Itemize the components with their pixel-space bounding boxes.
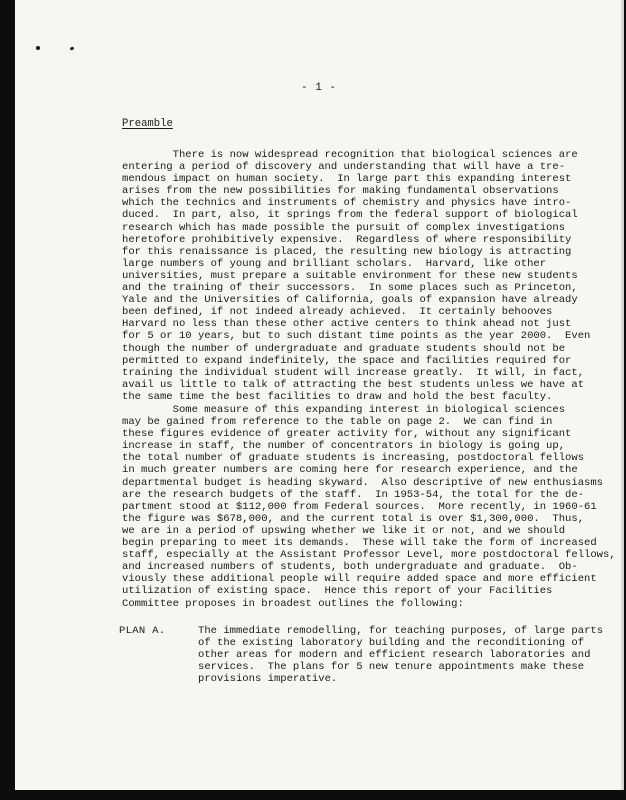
text-line: and the training of their successors. In some places such as Princeton,	[122, 282, 578, 295]
text-line: mendous impact on human society. In large part this expanding interest	[122, 173, 572, 186]
text-line: may be gained from reference to the table on page 2. We can find in	[122, 416, 553, 429]
text-line: are the research budgets of the staff. In 1953-54, the total for the de-	[122, 488, 585, 501]
page-number: - 1 -	[301, 82, 337, 94]
text-line: for 5 or 10 years, but to such distant time points as the year 2000. Even	[122, 330, 591, 343]
text-line: provisions imperative.	[198, 673, 338, 686]
page-edge-shadow	[621, 0, 624, 790]
text-line: which the technics and instruments of chemistry and physics have intro-	[122, 197, 572, 210]
text-line: Harvard no less than these other active centers to think ahead not just	[122, 318, 572, 331]
plan-a-text	[198, 625, 604, 686]
text-line: the same time the best facilities to draw and hold the best faculty.	[122, 390, 553, 403]
text-line: of the existing laboratory building and the reconditioning of	[198, 637, 585, 650]
text-line: Committee proposes in broadest outlines the following:	[122, 597, 464, 610]
text-line: departmental budget is heading skyward. Also descriptive of new enthusiasms	[122, 476, 604, 489]
text-line: other areas for modern and efficient research laboratories and	[198, 649, 591, 662]
text-line: for this renaissance is placed, the resulting new biology is attracting	[122, 245, 572, 258]
plan-a-label: PLAN A.	[119, 625, 166, 637]
text-line: and increased numbers of students, both undergraduate and graduate. Ob-	[122, 561, 578, 574]
text-line: There is now widespread recognition that biological sciences are	[122, 149, 578, 161]
text-line: partment stood at $112,000 from Federal sources. More recently, in 1960-61	[122, 500, 597, 513]
text-line: increase in staff, the number of concentrators in biology is going up,	[122, 440, 566, 453]
ink-speck	[36, 46, 40, 50]
text-line: universities, must prepare a suitable environment for these new students	[122, 269, 578, 282]
text-line: avail us little to talk of attracting the best students unless we have at	[122, 378, 585, 391]
text-line: arises from the new possibilities for making fundamental observations	[122, 185, 559, 198]
text-line: training the individual student will increase greatly. It will, in fact,	[122, 366, 585, 379]
text-line: Yale and the Universities of California, goals of expansion have already	[122, 294, 578, 307]
text-line: been defined, if not indeed already achieved. It certainly behooves	[122, 306, 553, 319]
text-line: we are in a period of upswing whether we like it or not, and we should	[122, 524, 566, 537]
text-line: large numbers of young and brilliant scholars. Harvard, like other	[122, 257, 547, 270]
text-line: staff, especially at the Assistant Professor Level, more postdoctoral fellows,	[122, 549, 616, 562]
text-line: in much greater numbers are coming here for research experience, and the	[122, 464, 578, 477]
text-line: entering a period of discovery and understanding that will have a tre-	[122, 161, 566, 174]
paragraph-2	[122, 404, 616, 610]
text-line: begin preparing to meet its demands. These will take the form of increased	[122, 537, 597, 550]
text-line: Some measure of this expanding interest in biological sciences	[122, 404, 566, 416]
text-line: duced. In part, also, it springs from the federal support of biological	[122, 209, 578, 222]
text-line: the figure was $678,000, and the current total is over $1,300,000. Thus,	[122, 512, 585, 525]
ink-speck	[70, 46, 75, 50]
text-line: heretofore prohibitively expensive. Regardless of where responsibility	[122, 233, 572, 246]
paragraph-1	[122, 149, 592, 403]
text-line: the total number of graduate students is increasing, postdoctoral fellows	[122, 452, 585, 465]
text-line: permitted to expand indefinitely, the space and facilities required for	[122, 354, 572, 367]
section-heading: Preamble	[122, 118, 173, 130]
document-page	[15, 0, 624, 790]
text-line: viously these additional people will require added space and more efficient	[122, 573, 597, 586]
text-line: The immediate remodelling, for teaching purposes, of large parts	[198, 625, 604, 637]
text-line: research which has made possible the pursuit of complex investigations	[122, 221, 566, 234]
text-line: services. The plans for 5 new tenure appointments make these	[198, 661, 585, 674]
text-line: though the number of undergraduate and graduate students should not be	[122, 342, 566, 355]
text-line: these figures evidence of greater activity for, without any significant	[122, 428, 572, 441]
text-line: utilization of existing space. Hence this report of your Facilities	[122, 585, 553, 598]
